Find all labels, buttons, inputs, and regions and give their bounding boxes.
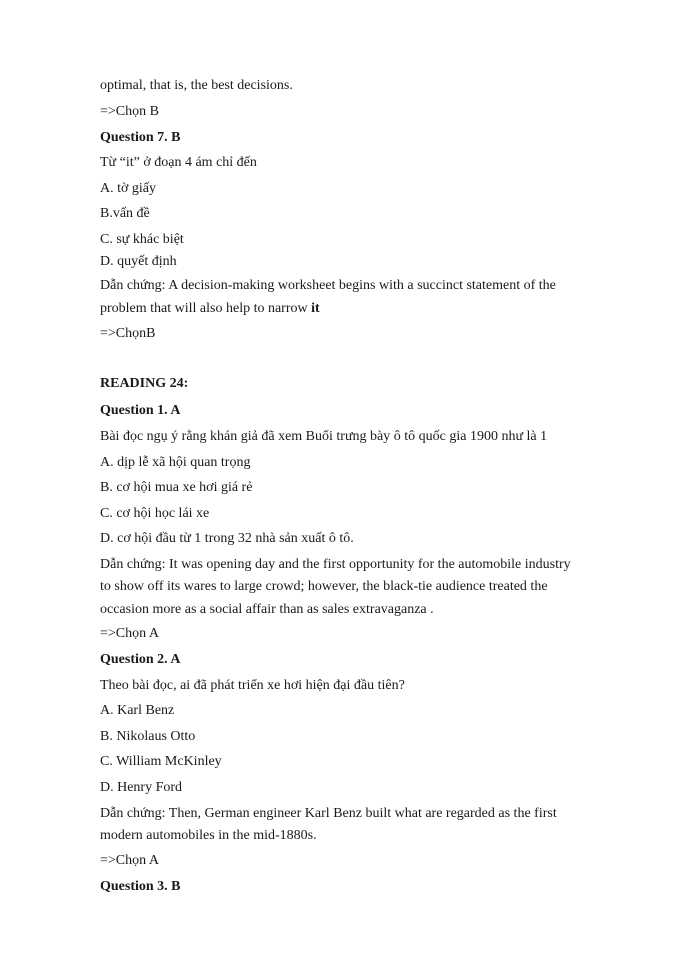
r24-q1-evidence-line: Dẫn chứng: It was opening day and the first opportunity for the automobile industry [100, 557, 571, 572]
q7-evidence-line: Dẫn chứng: A decision-making worksheet begins with a succinct statement of the [100, 278, 556, 293]
q7-option-a: A. tờ giấy [100, 181, 157, 196]
r24-q1-option-b: B. cơ hội mua xe hơi giá rẻ [100, 480, 253, 495]
q7-evidence-bold: it [311, 301, 320, 316]
r24-q2-evidence-line: Dẫn chứng: Then, German engineer Karl Benz built what are regarded as the first [100, 806, 557, 821]
reading-title: READING 24: [100, 376, 189, 391]
r24-q2-heading: Question 2. A [100, 652, 181, 667]
r24-q1-evidence-line: occasion more as a social affair than as sales extravaganza . [100, 602, 434, 617]
q7-evidence-text: problem that will also help to narrow [100, 301, 312, 316]
q7-option-d: D. quyết định [100, 254, 177, 269]
q7-option-b: B.vấn đề [100, 206, 150, 221]
q7-evidence-line [100, 300, 320, 318]
q7-answer: =>ChọnB [100, 326, 156, 341]
r24-q1-heading: Question 1. A [100, 403, 181, 418]
r24-q2-option-b: B. Nikolaus Otto [100, 729, 196, 744]
q7-question: Từ “it” ở đoạn 4 ám chỉ đến [100, 155, 257, 170]
r24-q1-option-d: D. cơ hội đầu từ 1 trong 32 nhà sản xuất ô tô. [100, 531, 354, 546]
r24-q2-question: Theo bài đọc, ai đã phát triển xe hơi hiện đại đầu tiên? [100, 678, 405, 693]
q6-answer: =>Chọn B [100, 104, 159, 119]
r24-q1-question: Bài đọc ngụ ý rằng khán giả đã xem Buổi trưng bày ô tô quốc gia 1900 như là 1 [100, 429, 548, 444]
r24-q2-option-c: C. William McKinley [100, 754, 222, 769]
r24-q2-option-a: A. Karl Benz [100, 703, 175, 718]
r24-q2-evidence-line: modern automobiles in the mid-1880s. [100, 828, 317, 843]
r24-q2-answer: =>Chọn A [100, 853, 159, 868]
r24-q1-answer: =>Chọn A [100, 626, 159, 641]
r24-q1-option-a: A. dịp lễ xã hội quan trọng [100, 455, 251, 470]
q7-heading: Question 7. B [100, 130, 181, 145]
q7-option-c: C. sự khác biệt [100, 232, 184, 247]
r24-q3-heading: Question 3. B [100, 879, 181, 894]
r24-q2-option-d: D. Henry Ford [100, 780, 183, 795]
r24-q1-option-c: C. cơ hội học lái xe [100, 506, 210, 521]
r24-q1-evidence-line: to show off its wares to large crowd; however, the black-tie audience treated the [100, 579, 548, 594]
q6-tail-line: optimal, that is, the best decisions. [100, 78, 293, 93]
